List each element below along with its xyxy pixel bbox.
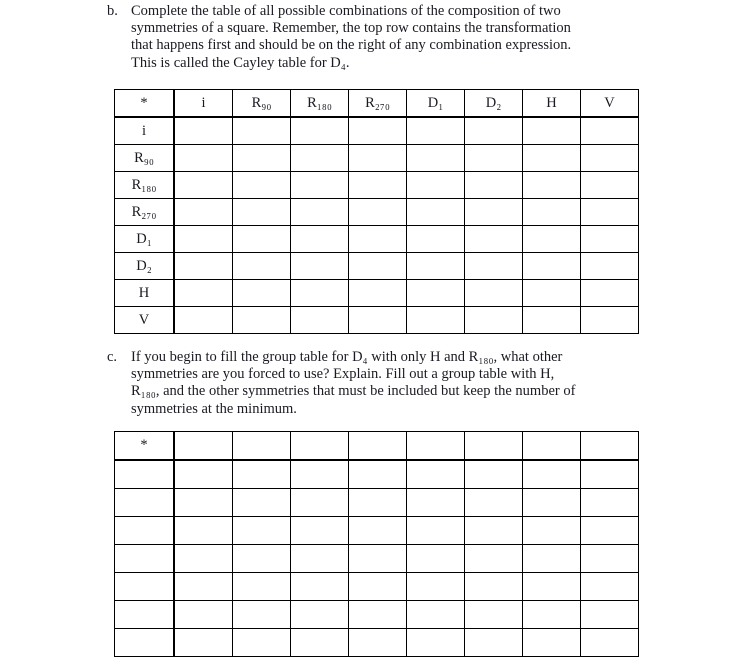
cell-h-i[interactable] (174, 280, 233, 307)
cell-r180-d2[interactable] (465, 172, 523, 199)
row-label-4[interactable] (115, 545, 175, 573)
cell-r90-d2[interactable] (465, 145, 523, 172)
column-header-h: H (523, 90, 581, 118)
table-row (115, 280, 639, 307)
cell-6-2[interactable] (233, 601, 291, 629)
cell-1-2[interactable] (233, 460, 291, 489)
cell-6-4[interactable] (349, 601, 407, 629)
cell-h-h[interactable] (523, 280, 581, 307)
cell-2-1[interactable] (174, 489, 233, 517)
cell-i-r90[interactable] (233, 117, 291, 145)
table-row (115, 145, 639, 172)
row-label-r90: R₉₀ (115, 145, 175, 172)
row-label-d2: D₂ (115, 253, 175, 280)
cell-v-h[interactable] (523, 307, 581, 334)
question-c (107, 349, 637, 418)
cell-r90-r180[interactable] (291, 145, 349, 172)
cell-i-h[interactable] (523, 117, 581, 145)
cell-d1-r180[interactable] (291, 226, 349, 253)
cell-3-8[interactable] (581, 517, 639, 545)
cell-i-d1[interactable] (407, 117, 465, 145)
cell-r270-r90[interactable] (233, 199, 291, 226)
column-header-d1: D₁ (407, 90, 465, 118)
table-header-row (115, 90, 639, 118)
cell-r90-v[interactable] (581, 145, 639, 172)
cell-5-1[interactable] (174, 573, 233, 601)
row-label-3[interactable] (115, 517, 175, 545)
table-row (115, 489, 639, 517)
cell-v-r270[interactable] (349, 307, 407, 334)
cell-d1-h[interactable] (523, 226, 581, 253)
cell-5-4[interactable] (349, 573, 407, 601)
column-header-5[interactable] (407, 432, 465, 461)
cell-d1-d1[interactable] (407, 226, 465, 253)
table-row (115, 253, 639, 280)
cell-3-3[interactable] (291, 517, 349, 545)
table-row (115, 172, 639, 199)
cell-r90-h[interactable] (523, 145, 581, 172)
cell-2-4[interactable] (349, 489, 407, 517)
cell-i-i[interactable] (174, 117, 233, 145)
cell-4-2[interactable] (233, 545, 291, 573)
cell-2-3[interactable] (291, 489, 349, 517)
row-label-1[interactable] (115, 460, 175, 489)
cell-3-1[interactable] (174, 517, 233, 545)
cell-d1-r270[interactable] (349, 226, 407, 253)
cell-d1-r90[interactable] (233, 226, 291, 253)
question-b (107, 3, 637, 72)
cell-r270-v[interactable] (581, 199, 639, 226)
row-label-i: i (115, 117, 175, 145)
table-row (115, 517, 639, 545)
cell-4-1[interactable] (174, 545, 233, 573)
cell-2-7[interactable] (523, 489, 581, 517)
table-row (115, 601, 639, 629)
table-row (115, 545, 639, 573)
operator-symbol-cell: * (115, 432, 175, 461)
cell-d2-d2[interactable] (465, 253, 523, 280)
column-header-2[interactable] (233, 432, 291, 461)
cell-6-8[interactable] (581, 601, 639, 629)
cell-1-7[interactable] (523, 460, 581, 489)
cell-r90-d1[interactable] (407, 145, 465, 172)
column-header-8[interactable] (581, 432, 639, 461)
cell-h-d2[interactable] (465, 280, 523, 307)
column-header-7[interactable] (523, 432, 581, 461)
table-row (115, 460, 639, 489)
cell-i-d2[interactable] (465, 117, 523, 145)
cell-i-v[interactable] (581, 117, 639, 145)
column-header-d2: D₂ (465, 90, 523, 118)
subgroup-table-blank[interactable] (114, 431, 639, 657)
row-label-v: V (115, 307, 175, 334)
cell-2-6[interactable] (465, 489, 523, 517)
cell-r270-r180[interactable] (291, 199, 349, 226)
cell-h-d1[interactable] (407, 280, 465, 307)
row-label-2[interactable] (115, 489, 175, 517)
cell-6-5[interactable] (407, 601, 465, 629)
table-row (115, 117, 639, 145)
column-header-r180: R₁₈₀ (291, 90, 349, 118)
cell-d1-d2[interactable] (465, 226, 523, 253)
cell-2-8[interactable] (581, 489, 639, 517)
cell-v-r180[interactable] (291, 307, 349, 334)
cell-6-1[interactable] (174, 601, 233, 629)
column-header-1[interactable] (174, 432, 233, 461)
cell-3-6[interactable] (465, 517, 523, 545)
row-label-6[interactable] (115, 601, 175, 629)
cell-4-5[interactable] (407, 545, 465, 573)
cell-3-4[interactable] (349, 517, 407, 545)
cell-4-7[interactable] (523, 545, 581, 573)
question-c-text (131, 349, 575, 418)
question-c-line-1: If you begin to fill the group table for D₄ with only H and R₁₈₀, what other (131, 349, 563, 365)
cell-r90-r270[interactable] (349, 145, 407, 172)
cell-v-d2[interactable] (465, 307, 523, 334)
column-header-4[interactable] (349, 432, 407, 461)
column-header-r270: R₂₇₀ (349, 90, 407, 118)
cell-4-4[interactable] (349, 545, 407, 573)
cell-v-d1[interactable] (407, 307, 465, 334)
row-label-r270: R₂₇₀ (115, 199, 175, 226)
cell-2-5[interactable] (407, 489, 465, 517)
cell-r270-d1[interactable] (407, 199, 465, 226)
cell-4-3[interactable] (291, 545, 349, 573)
cell-d2-r270[interactable] (349, 253, 407, 280)
cell-r180-r90[interactable] (233, 172, 291, 199)
cell-1-3[interactable] (291, 460, 349, 489)
cell-3-2[interactable] (233, 517, 291, 545)
question-c-line-3: R₁₈₀, and the other symmetries that must be included but keep the number of (131, 383, 576, 400)
table-header-row (115, 432, 639, 461)
cell-r180-v[interactable] (581, 172, 639, 199)
question-c-line-4: symmetries at the minimum. (131, 400, 297, 417)
cell-r180-i[interactable] (174, 172, 233, 199)
cell-d2-h[interactable] (523, 253, 581, 280)
cell-5-7[interactable] (523, 573, 581, 601)
cell-6-7[interactable] (523, 601, 581, 629)
row-label-d1: D₁ (115, 226, 175, 253)
table-row (115, 199, 639, 226)
column-header-6[interactable] (465, 432, 523, 461)
cell-5-5[interactable] (407, 573, 465, 601)
column-header-i: i (174, 90, 233, 118)
operator-symbol-cell: * (115, 90, 175, 118)
table-row (115, 307, 639, 334)
cell-h-r90[interactable] (233, 280, 291, 307)
cell-i-r180[interactable] (291, 117, 349, 145)
cell-d2-v[interactable] (581, 253, 639, 280)
cell-5-8[interactable] (581, 573, 639, 601)
question-b-text (131, 3, 571, 72)
question-b-line-3: that happens first and should be on the right of any combination expression. (131, 37, 572, 54)
column-header-3[interactable] (291, 432, 349, 461)
cell-r90-i[interactable] (174, 145, 233, 172)
cell-h-r270[interactable] (349, 280, 407, 307)
cell-r90-r90[interactable] (233, 145, 291, 172)
cell-3-5[interactable] (407, 517, 465, 545)
row-label-h: H (115, 280, 175, 307)
cell-6-6[interactable] (465, 601, 523, 629)
cell-d2-i[interactable] (174, 253, 233, 280)
question-b-line-1: Complete the table of all possible combinations of the composition of two (131, 3, 561, 19)
cell-4-8[interactable] (581, 545, 639, 573)
question-b-line-2: symmetries of a square. Remember, the top row contains the transformation (131, 20, 571, 37)
cell-4-6[interactable] (465, 545, 523, 573)
row-label-5[interactable] (115, 573, 175, 601)
cell-1-1[interactable] (174, 460, 233, 489)
column-header-r90: R₉₀ (233, 90, 291, 118)
cell-r180-r180[interactable] (291, 172, 349, 199)
cell-1-8[interactable] (581, 460, 639, 489)
cell-r180-h[interactable] (523, 172, 581, 199)
table-row (115, 573, 639, 601)
cell-5-3[interactable] (291, 573, 349, 601)
cell-d1-i[interactable] (174, 226, 233, 253)
question-b-line-4: This is called the Cayley table for D₄. (131, 54, 350, 71)
cell-d1-v[interactable] (581, 226, 639, 253)
question-c-line-2: symmetries are you forced to use? Explain. Fill out a group table with H, (131, 366, 555, 383)
cell-v-v[interactable] (581, 307, 639, 334)
cell-r270-r270[interactable] (349, 199, 407, 226)
cell-1-6[interactable] (465, 460, 523, 489)
question-c-marker: c. (107, 349, 118, 365)
cell-v-r90[interactable] (233, 307, 291, 334)
cell-6-3[interactable] (291, 601, 349, 629)
cell-r180-r270[interactable] (349, 172, 407, 199)
column-header-v: V (581, 90, 639, 118)
cell-h-r180[interactable] (291, 280, 349, 307)
table-row (115, 226, 639, 253)
cell-v-i[interactable] (174, 307, 233, 334)
cell-5-2[interactable] (233, 573, 291, 601)
cell-d2-d1[interactable] (407, 253, 465, 280)
cell-i-r270[interactable] (349, 117, 407, 145)
cell-1-5[interactable] (407, 460, 465, 489)
cell-1-4[interactable] (349, 460, 407, 489)
cell-d2-r90[interactable] (233, 253, 291, 280)
cell-3-7[interactable] (523, 517, 581, 545)
cell-r270-d2[interactable] (465, 199, 523, 226)
question-b-marker: b. (107, 3, 118, 19)
row-label-r180: R₁₈₀ (115, 172, 175, 199)
cayley-table-d4[interactable] (114, 89, 639, 334)
cell-5-6[interactable] (465, 573, 523, 601)
cell-d2-r180[interactable] (291, 253, 349, 280)
cell-r180-d1[interactable] (407, 172, 465, 199)
cell-r270-h[interactable] (523, 199, 581, 226)
cell-h-v[interactable] (581, 280, 639, 307)
cell-2-2[interactable] (233, 489, 291, 517)
cell-r270-i[interactable] (174, 199, 233, 226)
